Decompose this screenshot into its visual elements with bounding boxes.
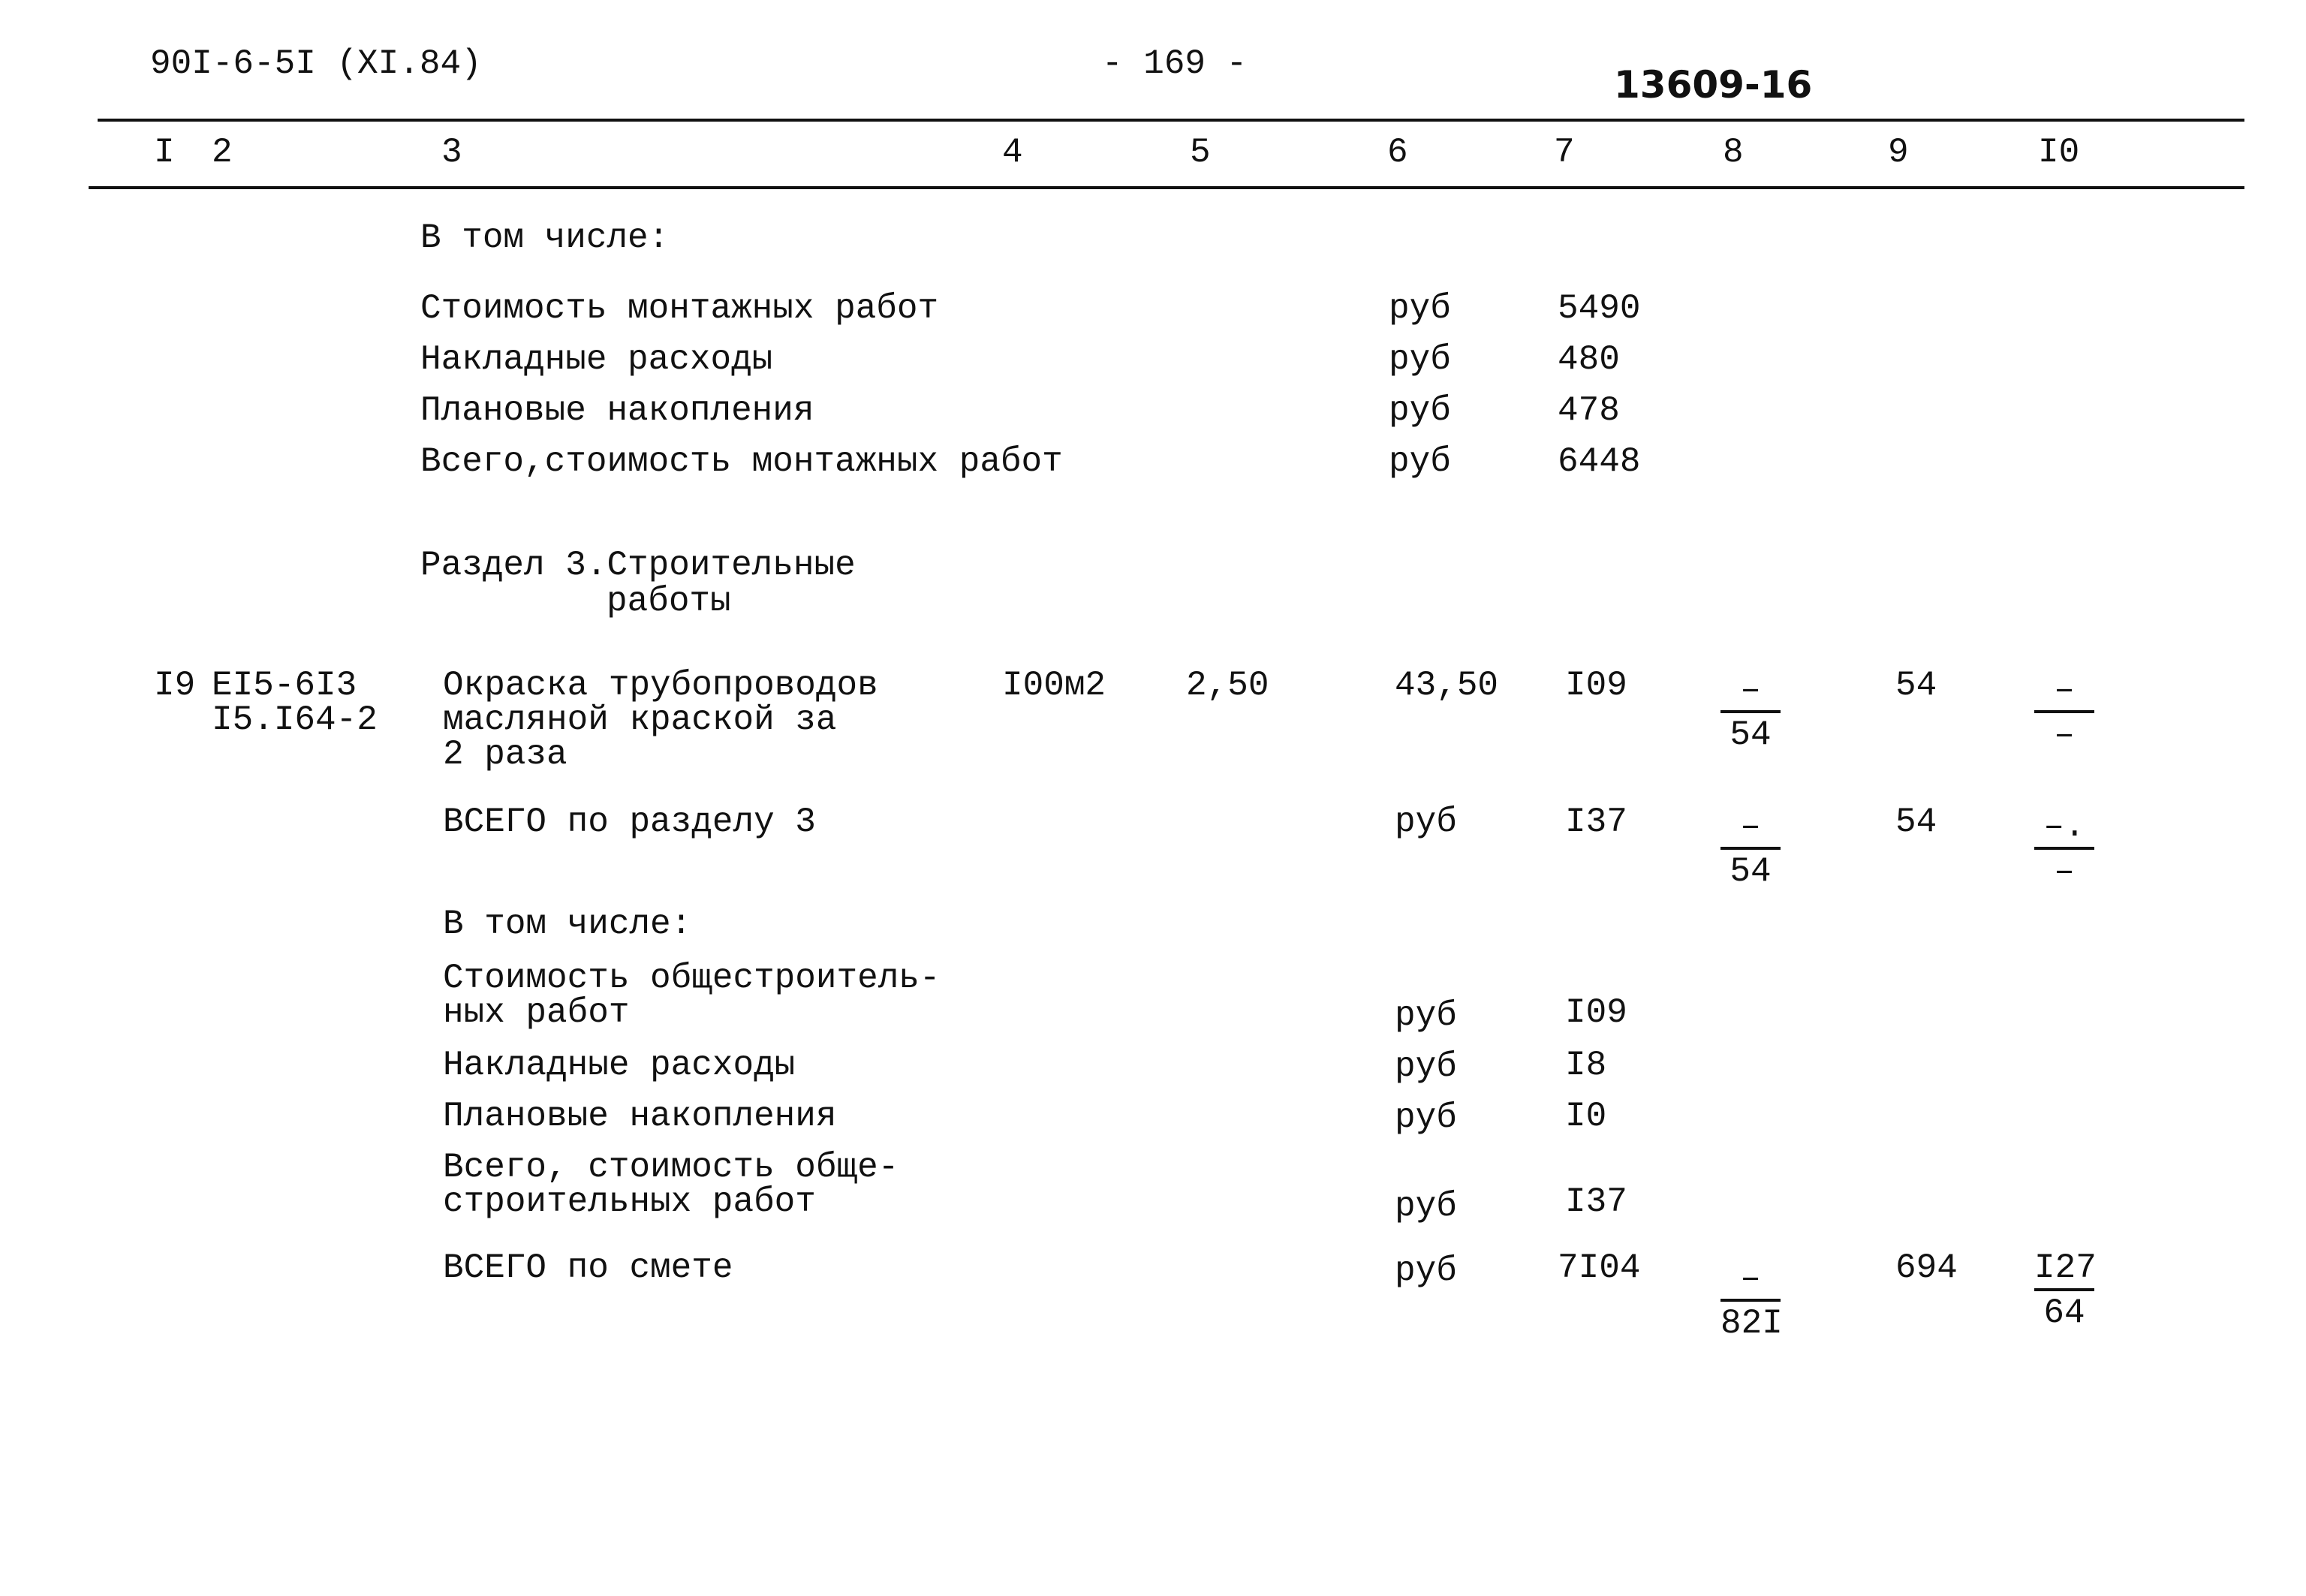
column-header-2: 2 [212,133,233,172]
page-number: - 169 - [1102,44,1248,83]
fraction-numerator: –. [2043,807,2085,846]
row-label: Всего, стоимость обще- [443,1148,899,1187]
fraction-bar [1720,847,1781,850]
item-code: EI5-6I3 [212,666,357,705]
grand-total-value: 7I04 [1558,1248,1641,1287]
grand-total-col8-fraction [1720,1261,1781,1341]
row-unit: руб [1389,340,1451,379]
fraction-bar [1720,1299,1781,1302]
row-label: Плановые накопления [443,1097,837,1136]
grand-total-unit: руб [1395,1251,1457,1290]
item-quantity: 2,50 [1186,666,1269,705]
column-header-1: I [154,133,175,172]
column-header-4: 4 [1002,133,1023,172]
fraction-bar [2034,847,2094,850]
column-header-5: 5 [1190,133,1211,172]
row-value: 480 [1558,340,1620,379]
grand-total-col10-fraction [2034,1248,2097,1333]
item-description-cont: масляной краской за [443,700,837,739]
row-label: Стоимость монтажных работ [420,289,939,328]
row-unit: руб [1389,391,1451,430]
row-label: Стоимость общестроитель- [443,959,941,998]
handwritten-sheet-number: 13609-16 [1614,63,1813,107]
header-bottom-rule [89,186,2244,189]
column-header-10: I0 [2038,133,2080,172]
item-code-secondary: I5.I64-2 [212,700,378,739]
item-number: I9 [154,666,196,705]
section-3-total-value: I37 [1565,803,1627,842]
column-header-7: 7 [1554,133,1575,172]
document-code: 90I-6-5I (XI.84) [150,44,482,83]
item-unit-price: 43,50 [1395,666,1499,705]
row-label-cont: строительных работ [443,1182,816,1221]
row-value: 478 [1558,391,1620,430]
section-3-title: Раздел 3.Строительные [420,546,856,585]
column-header-9: 9 [1888,133,1909,172]
fraction-denominator: – [2054,715,2075,754]
row-unit: руб [1395,1187,1457,1226]
fraction-numerator: – [1740,670,1761,709]
section-3-title-cont: работы [607,582,731,621]
row-value: I37 [1565,1182,1627,1221]
row-value: 6448 [1558,442,1641,481]
section-3-col9: 54 [1895,803,1937,842]
row-label: Всего,стоимость монтажных работ [420,442,1063,481]
row-label: Накладные расходы [420,340,773,379]
item-total: I09 [1565,666,1627,705]
row-unit: руб [1389,442,1451,481]
row-label: Накладные расходы [443,1046,796,1085]
row-value: I8 [1565,1046,1607,1085]
fraction-numerator: I27 [2034,1248,2097,1287]
fraction-denominator: 82I [1720,1304,1783,1343]
item-col9: 54 [1895,666,1937,705]
row-unit: руб [1395,996,1457,1035]
fraction-denominator: – [2054,852,2075,891]
fraction-bar [1720,710,1781,713]
row-label-cont: ных работ [443,993,630,1032]
item-col8-fraction [1720,670,1781,754]
row-value: I09 [1565,993,1627,1032]
row-unit: руб [1395,1098,1457,1137]
item-description-cont: 2 раза [443,735,567,774]
fraction-bar [2034,710,2094,713]
section-3-col8-fraction [1720,809,1781,889]
fraction-numerator: – [1740,807,1761,846]
column-header-6: 6 [1387,133,1408,172]
fraction-numerator: – [1740,1259,1761,1298]
grand-total-col9: 694 [1895,1248,1958,1287]
fraction-numerator: – [2054,670,2075,709]
fraction-denominator: 54 [1730,852,1772,891]
item-description: Окраска трубопроводов [443,666,878,705]
fraction-denominator: 64 [2043,1293,2085,1333]
row-label: Плановые накопления [420,391,814,430]
fraction-bar [2034,1288,2094,1291]
grand-total-label: ВСЕГО по смете [443,1248,733,1287]
item-unit: I00м2 [1002,666,1106,705]
section-3-col10-fraction [2034,809,2094,889]
fraction-denominator: 54 [1730,715,1772,754]
row-value: I0 [1565,1097,1607,1136]
section-3-total-unit: руб [1395,803,1457,842]
item-col10-fraction [2034,670,2094,754]
row-unit: руб [1395,1047,1457,1086]
section-3-total-label: ВСЕГО по разделу 3 [443,803,816,842]
column-header-3: 3 [441,133,462,172]
column-header-8: 8 [1723,133,1744,172]
row-value: 5490 [1558,289,1641,328]
section-a-incl-label: В том числе: [420,218,670,257]
section-b-incl-label: В том числе: [443,905,692,944]
header-top-rule [98,119,2244,122]
row-unit: руб [1389,289,1451,328]
